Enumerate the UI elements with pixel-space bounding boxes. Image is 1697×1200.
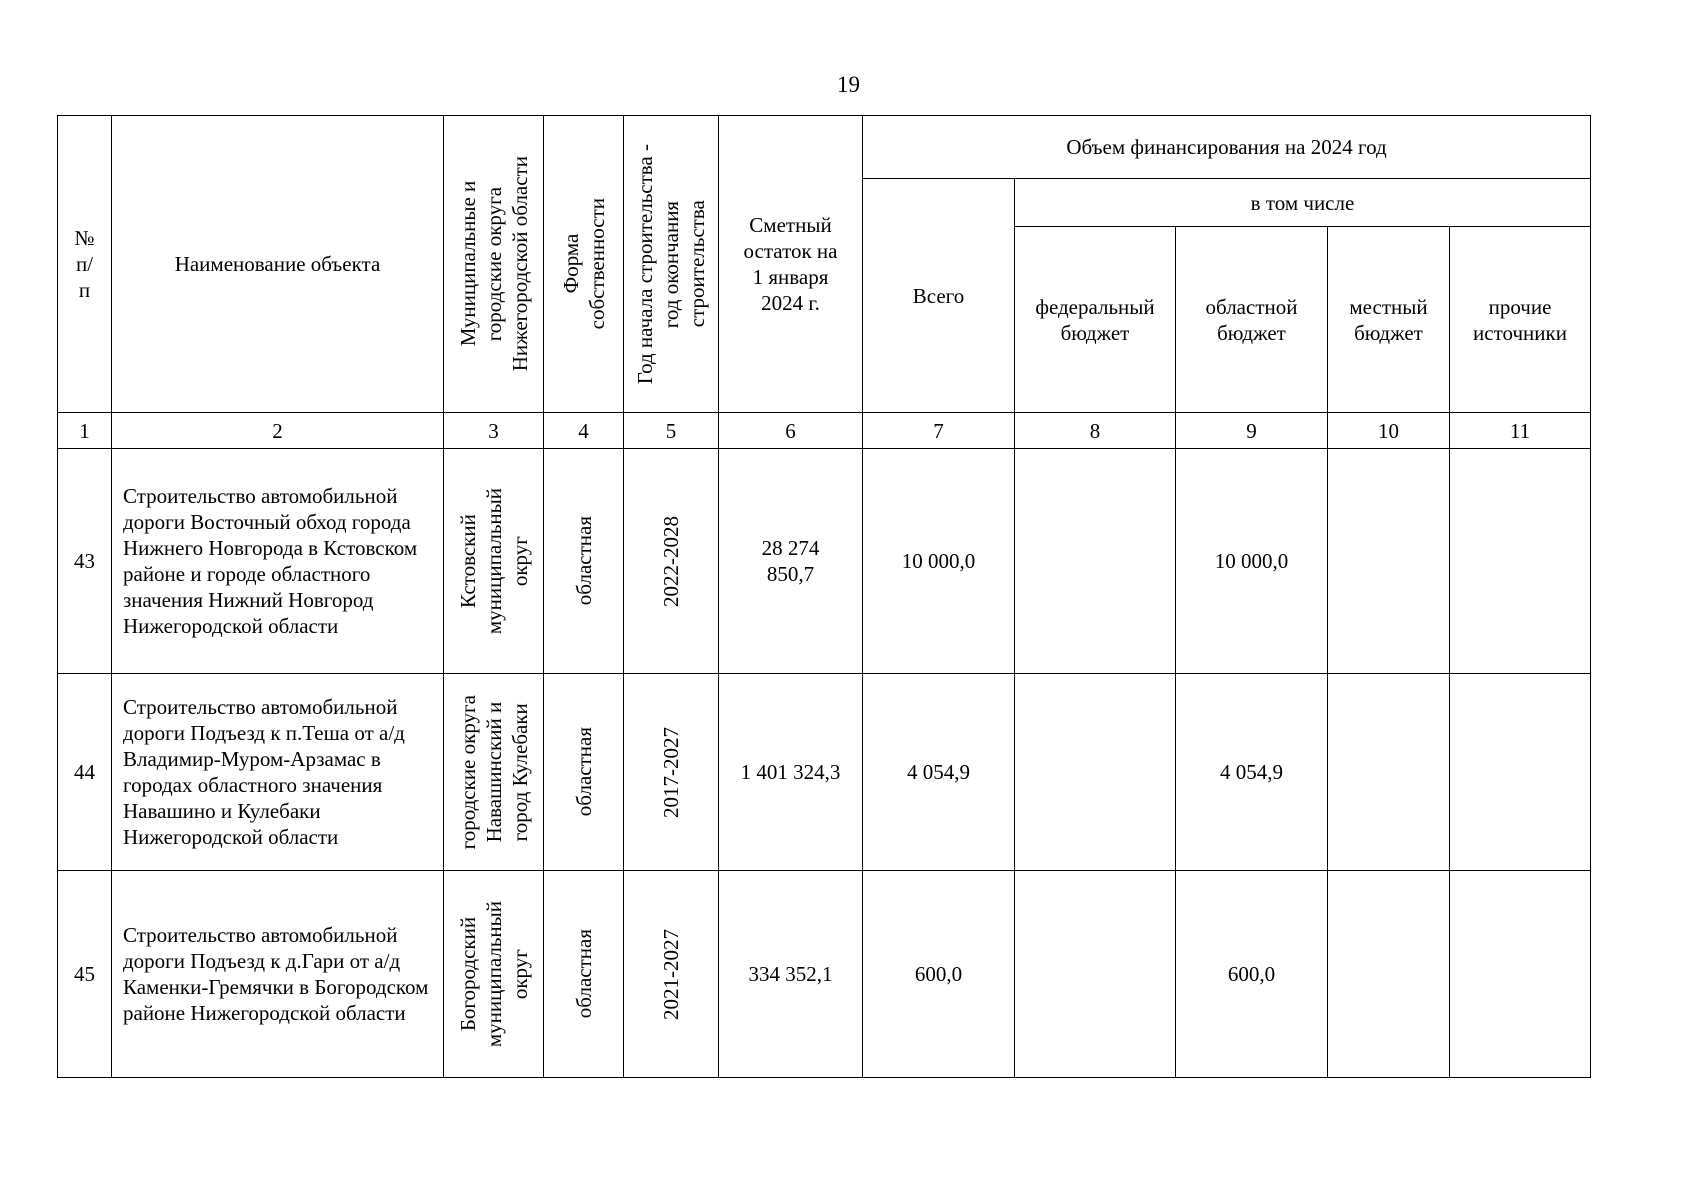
column-number: 2 [112, 413, 444, 449]
row-other [1450, 871, 1591, 1078]
row-federal [1015, 871, 1176, 1078]
header-including: в том числе [1015, 179, 1591, 227]
row-municipality-text: Кстовский муниципальный округ [455, 487, 532, 635]
row-years [624, 449, 719, 674]
row-total: 4 054,9 [863, 674, 1015, 871]
row-ownership [544, 871, 624, 1078]
table-row [58, 674, 1591, 871]
row-estimated: 334 352,1 [719, 871, 863, 1078]
row-num: 44 [58, 674, 112, 871]
row-name: Строительство автомобильной дороги Подъезд к д.Гари от а/д Каменки-Гремячки в Богородском районе Нижегородской области [112, 871, 444, 1078]
header-regional: областной бюджет [1176, 227, 1328, 413]
row-estimated: 28 274 850,7 [719, 449, 863, 674]
header-name: Наименование объекта [112, 116, 444, 413]
row-regional: 600,0 [1176, 871, 1328, 1078]
column-number: 6 [719, 413, 863, 449]
row-ownership-text: областная [571, 727, 596, 817]
row-local [1328, 674, 1450, 871]
header-years-text: Год начала строительства - год окончания строительства [633, 143, 709, 385]
table-row [58, 871, 1591, 1078]
header-federal: федеральный бюджет [1015, 227, 1176, 413]
financing-table [57, 115, 1591, 1078]
row-years-text: 2022-2028 [659, 515, 683, 607]
row-local [1328, 449, 1450, 674]
row-municipality [444, 674, 544, 871]
row-years-text: 2017-2027 [659, 726, 683, 818]
column-number: 11 [1450, 413, 1591, 449]
header-funding: Объем финансирования на 2024 год [863, 116, 1591, 179]
column-number: 5 [624, 413, 719, 449]
column-number: 3 [444, 413, 544, 449]
row-local [1328, 871, 1450, 1078]
column-number: 4 [544, 413, 624, 449]
row-other [1450, 449, 1591, 674]
row-num: 45 [58, 871, 112, 1078]
header-ownership-text: Форма собственности [558, 198, 609, 330]
header-local: местный бюджет [1328, 227, 1450, 413]
page-number: 19 [837, 72, 860, 97]
column-number: 10 [1328, 413, 1450, 449]
row-federal [1015, 449, 1176, 674]
column-number: 1 [58, 413, 112, 449]
row-regional: 10 000,0 [1176, 449, 1328, 674]
column-number-row [58, 413, 1591, 449]
header-years [624, 116, 719, 413]
row-name: Строительство автомобильной дороги Восточный обход города Нижнего Новгорода в Кстовском районе и городе областного значения Нижний Новгород Нижегородской области [112, 449, 444, 674]
row-regional: 4 054,9 [1176, 674, 1328, 871]
row-municipality-text: Богородский муниципальный округ [455, 900, 532, 1048]
row-ownership-text: областная [571, 516, 596, 606]
column-number: 7 [863, 413, 1015, 449]
row-ownership [544, 674, 624, 871]
row-total: 10 000,0 [863, 449, 1015, 674]
header-municipality-text: Муниципальные и городские округа Нижегородской области [455, 156, 532, 372]
header-total: Всего [863, 179, 1015, 413]
table-row [58, 449, 1591, 674]
row-ownership-text: областная [571, 929, 596, 1019]
header-num: № п/ п [58, 116, 112, 413]
header-other: прочие источники [1450, 227, 1591, 413]
column-number: 8 [1015, 413, 1176, 449]
row-total: 600,0 [863, 871, 1015, 1078]
header-municipality [444, 116, 544, 413]
row-municipality-text: городские округа Навашинский и город Кулебаки [455, 694, 532, 850]
row-federal [1015, 674, 1176, 871]
row-estimated: 1 401 324,3 [719, 674, 863, 871]
row-ownership [544, 449, 624, 674]
header-ownership [544, 116, 624, 413]
row-years [624, 674, 719, 871]
row-other [1450, 674, 1591, 871]
header-row-1 [58, 116, 1591, 179]
row-years [624, 871, 719, 1078]
row-name: Строительство автомобильной дороги Подъезд к п.Теша от а/д Владимир-Муром-Арзамас в городах областного значения Навашино и Кулебаки Нижегородской области [112, 674, 444, 871]
row-municipality [444, 871, 544, 1078]
header-estimated: Сметный остаток на 1 января 2024 г. [719, 116, 863, 413]
row-municipality [444, 449, 544, 674]
row-years-text: 2021-2027 [659, 928, 683, 1020]
row-num: 43 [58, 449, 112, 674]
column-number: 9 [1176, 413, 1328, 449]
